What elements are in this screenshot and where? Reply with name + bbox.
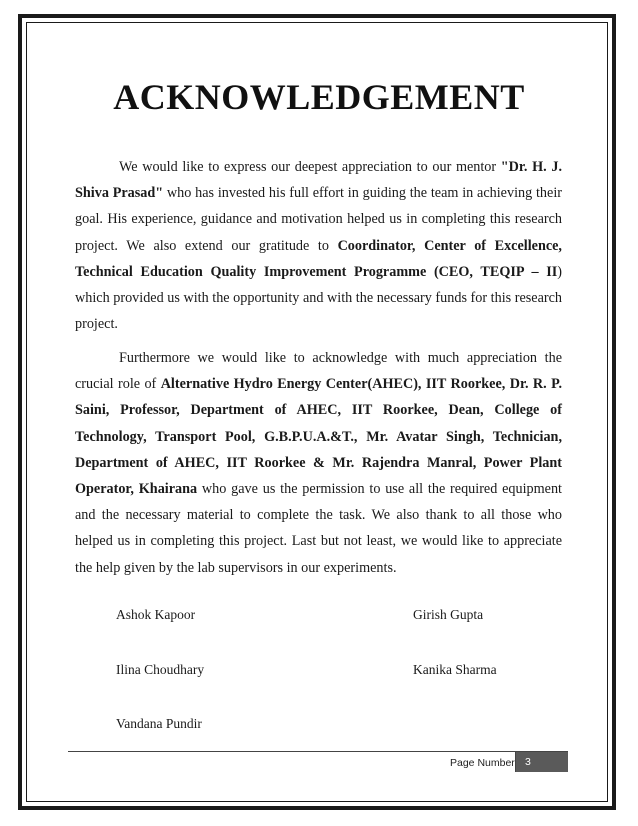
signatory-vandana-pundir: Vandana Pundir xyxy=(116,716,202,731)
text-segment: who gave us the permission to use all the required equipment and the necessary material to complete the task. We also thank to all those who helped us in completing this project. Last but not least, we would like to appreciate the help given by the lab supervisors in our experiments. xyxy=(75,481,563,576)
text-segment: ) which provided us with the opportunity and with the necessary funds for this research project. xyxy=(75,263,562,333)
page-number-label: Page Number xyxy=(450,757,515,769)
text-segment: who has invested his full effort in guiding the team in achieving their goal. His experience, guidance and motivation helped us in completing this research project. We also extend our gratitude to xyxy=(75,185,562,254)
page-number: 3 xyxy=(516,752,568,772)
signatory-girish-gupta: Girish Gupta xyxy=(413,607,484,622)
text-segment: We would like to express our deepest appreciation to our mentor xyxy=(119,159,501,175)
paragraph-2 xyxy=(75,345,562,581)
text-segment: Furthermore we would like to acknowledge with much appreciation the crucial role of xyxy=(75,350,562,393)
bold-text-segment: "Dr. H. J. Shiva Prasad" xyxy=(75,159,562,202)
signatory-ilina-choudhary: Ilina Choudhary xyxy=(116,662,205,677)
signatory-kanika-sharma: Kanika Sharma xyxy=(413,662,497,677)
footer-divider xyxy=(68,751,568,752)
bold-text-segment: Coordinator, Center of Excellence, Technical Education Quality Improvement Programme (CEO, TEQIP – II xyxy=(75,237,562,280)
signatory-ashok-kapoor: Ashok Kapoor xyxy=(116,607,196,622)
bold-text-segment: Alternative Hydro Energy Center(AHEC), IIT Roorkee, Dr. R. P. Saini, Professor, Department of AHEC, IIT Roorkee, Dean, College of Technology, Transport Pool, G.B.P.U.A.&T., Mr. Avatar Singh, Technician, Department of AHEC, IIT Roorkee & Mr. Rajendra Manral, Power Plant Operator, Khairana xyxy=(75,376,562,498)
paragraph-1 xyxy=(75,154,562,337)
page-title: ACKNOWLEDGEMENT xyxy=(113,77,525,117)
